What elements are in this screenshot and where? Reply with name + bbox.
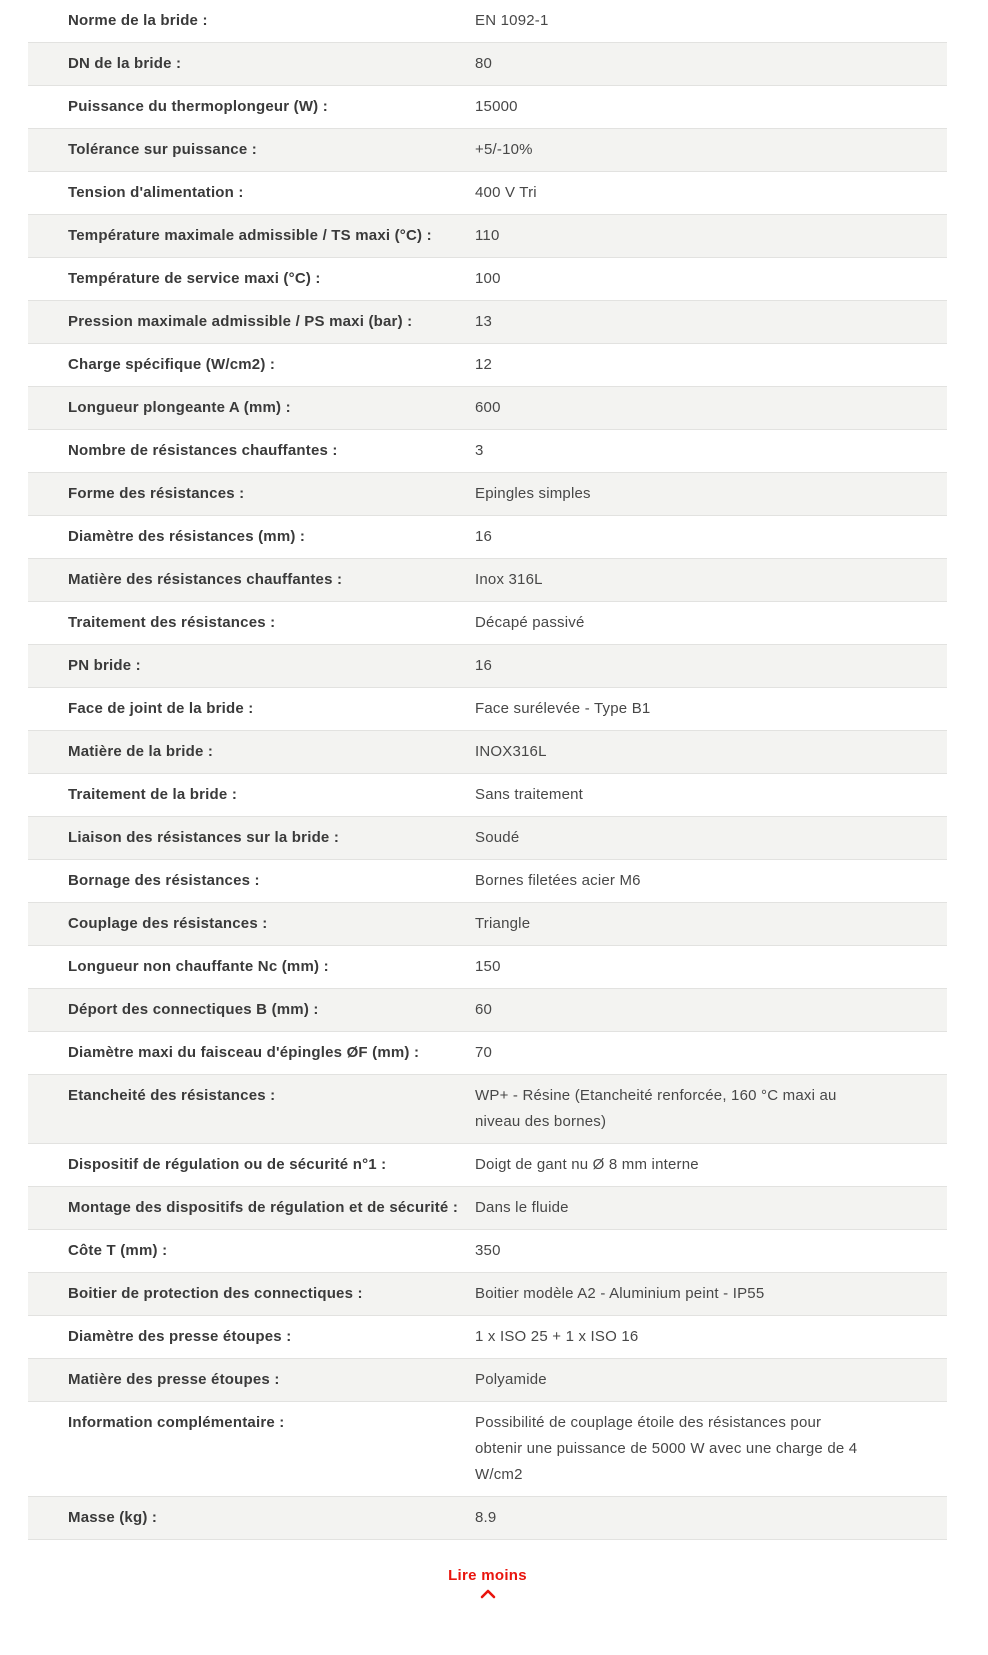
chevron-up-icon[interactable] [480,1588,496,1600]
spec-label: Nombre de résistances chauffantes : [68,442,338,459]
spec-value: 12 [475,356,493,373]
spec-value: 600 [475,399,501,416]
table-row [28,773,947,816]
spec-value: Possibilité de couplage étoile des résistances pour obtenir une puissance de 5000 W avec une charge de 4 W/cm2 [475,1414,858,1483]
table-row [28,988,947,1031]
table-row [28,1074,947,1143]
spec-label: Longueur plongeante A (mm) : [68,399,291,416]
spec-value: Bornes filetées acier M6 [475,872,641,889]
spec-value: 13 [475,313,493,330]
spec-label: Traitement des résistances : [68,614,276,631]
spec-label: Boitier de protection des connectiques : [68,1285,363,1302]
spec-label: Dispositif de régulation ou de sécurité n°1 : [68,1156,387,1173]
table-row [28,1143,947,1186]
spec-label: Matière des presse étoupes : [68,1371,280,1388]
spec-label: Longueur non chauffante Nc (mm) : [68,958,329,975]
table-row [28,171,947,214]
table-row [28,1401,947,1496]
spec-label: Face de joint de la bride : [68,700,254,717]
bottom-spacer [0,1600,988,1640]
spec-label: Côte T (mm) : [68,1242,168,1259]
spec-value: EN 1092-1 [475,12,549,29]
table-row [28,1496,947,1540]
spec-value: 8.9 [475,1509,497,1526]
table-row [28,945,947,988]
read-less-toggle[interactable] [28,1567,947,1600]
table-row [28,0,947,42]
spec-value: Triangle [475,915,531,932]
spec-label: Déport des connectiques B (mm) : [68,1001,319,1018]
table-row [28,1031,947,1074]
spec-value: Décapé passivé [475,614,585,631]
table-row [28,1358,947,1401]
spec-label: Diamètre maxi du faisceau d'épingles ØF (mm) : [68,1044,420,1061]
table-row [28,644,947,687]
spec-label: Diamètre des résistances (mm) : [68,528,306,545]
table-row [28,859,947,902]
spec-value: 60 [475,1001,493,1018]
spec-value: Dans le fluide [475,1199,569,1216]
spec-label: Puissance du thermoplongeur (W) : [68,98,328,115]
table-row [28,558,947,601]
table-row [28,300,947,343]
spec-value: Doigt de gant nu Ø 8 mm interne [475,1156,699,1173]
spec-value: 80 [475,55,493,72]
spec-label: Liaison des résistances sur la bride : [68,829,340,846]
table-row [28,429,947,472]
spec-label: Diamètre des presse étoupes : [68,1328,292,1345]
spec-value: 3 [475,442,484,459]
spec-label: DN de la bride : [68,55,182,72]
spec-value: Inox 316L [475,571,543,588]
spec-value: WP+ - Résine (Etancheité renforcée, 160 °C maxi au niveau des bornes) [475,1087,837,1130]
spec-label: Forme des résistances : [68,485,245,502]
table-row [28,601,947,644]
table-row [28,214,947,257]
spec-value: Soudé [475,829,520,846]
table-row [28,257,947,300]
spec-value: 70 [475,1044,493,1061]
spec-value: 16 [475,657,493,674]
table-row [28,902,947,945]
table-row [28,687,947,730]
spec-label: Montage des dispositifs de régulation et de sécurité : [68,1199,459,1216]
table-row [28,128,947,171]
spec-value: INOX316L [475,743,547,760]
spec-value: 400 V Tri [475,184,537,201]
spec-table [28,0,947,1540]
spec-label: Norme de la bride : [68,12,208,29]
spec-label: PN bride : [68,657,141,674]
spec-label: Matière des résistances chauffantes : [68,571,343,588]
table-row [28,343,947,386]
spec-value: +5/-10% [475,141,533,158]
spec-value: 1 x ISO 25 + 1 x ISO 16 [475,1328,639,1345]
spec-value: 150 [475,958,501,975]
spec-value: Face surélevée - Type B1 [475,700,651,717]
spec-value: Polyamide [475,1371,547,1388]
spec-label: Masse (kg) : [68,1509,158,1526]
spec-value: 100 [475,270,501,287]
spec-label: Traitement de la bride : [68,786,238,803]
spec-value: 15000 [475,98,518,115]
table-row [28,85,947,128]
table-row [28,1315,947,1358]
table-row [28,1229,947,1272]
spec-label: Température maximale admissible / TS maxi (°C) : [68,227,432,244]
spec-label: Tension d'alimentation : [68,184,244,201]
spec-label: Tolérance sur puissance : [68,141,257,158]
table-row [28,42,947,85]
spec-label: Température de service maxi (°C) : [68,270,321,287]
table-row [28,515,947,558]
spec-label: Pression maximale admissible / PS maxi (bar) : [68,313,413,330]
spec-value: Boitier modèle A2 - Aluminium peint - IP55 [475,1285,765,1302]
table-row [28,1186,947,1229]
table-row [28,816,947,859]
spec-value: 16 [475,528,493,545]
spec-label: Couplage des résistances : [68,915,268,932]
read-less-label[interactable]: Lire moins [448,1567,527,1584]
spec-value: 110 [475,227,500,244]
spec-label: Matière de la bride : [68,743,214,760]
spec-label: Information complémentaire : [68,1414,285,1431]
spec-value: Sans traitement [475,786,584,803]
spec-label: Bornage des résistances : [68,872,260,889]
table-row [28,1272,947,1315]
table-row [28,472,947,515]
spec-value: Epingles simples [475,485,591,502]
spec-value: 350 [475,1242,501,1259]
table-row [28,386,947,429]
table-row [28,730,947,773]
spec-label: Charge spécifique (W/cm2) : [68,356,276,373]
spec-label: Etancheité des résistances : [68,1087,276,1104]
